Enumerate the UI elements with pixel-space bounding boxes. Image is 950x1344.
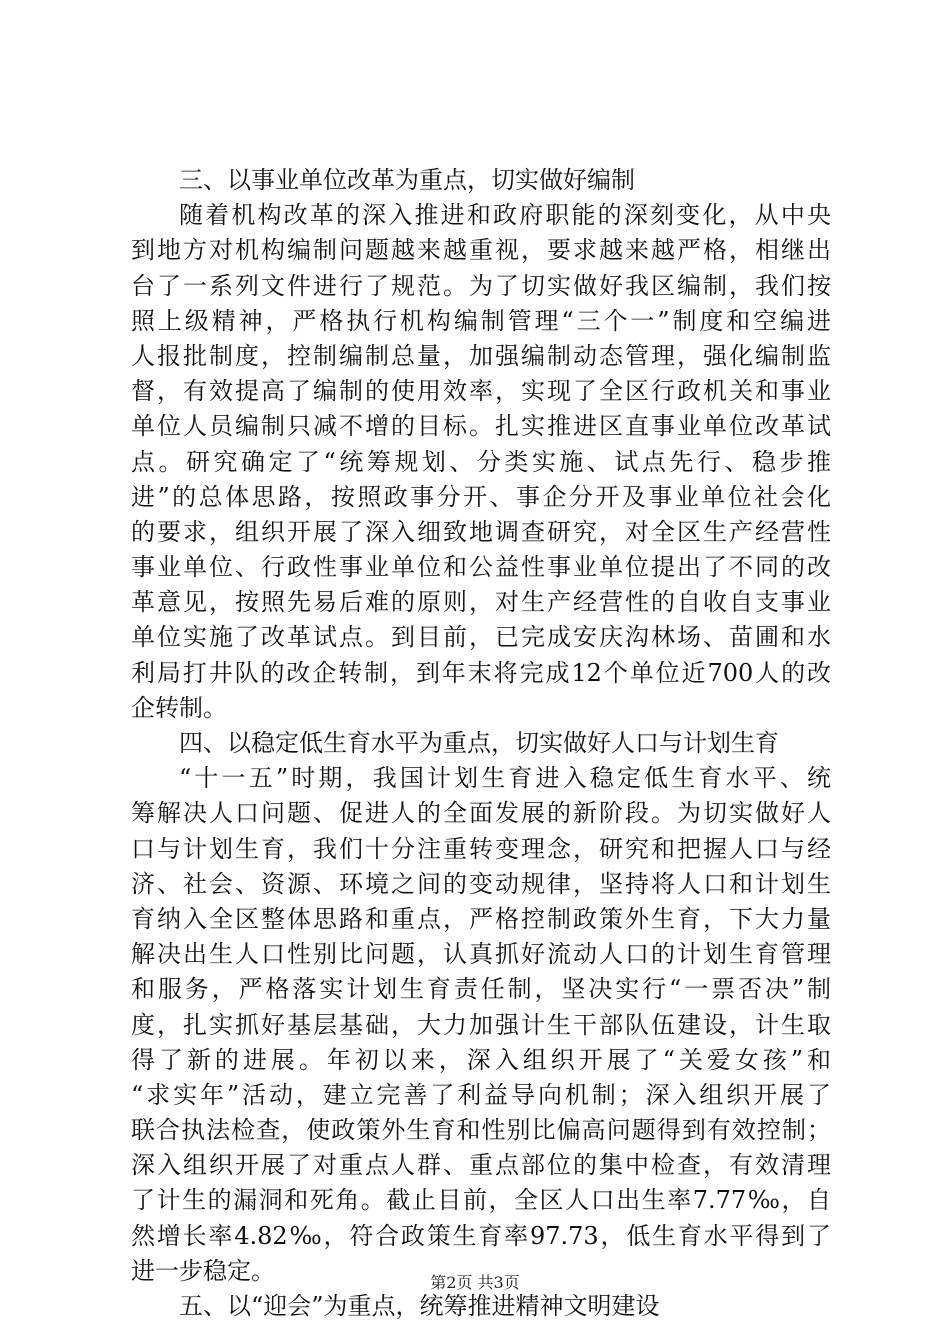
paragraph-line: 利局打井队的改企转制，到年末将完成12个单位近700人的改 (131, 658, 831, 687)
paragraph-line: 单位实施了改革试点。到目前，已完成安庆沟林场、苗圃和水 (131, 623, 831, 652)
paragraph-line: 济、社会、资源、环境之间的变动规律，坚持将人口和计划生 (131, 869, 831, 898)
paragraph-line: 育纳入全区整体思路和重点，严格控制政策外生育，下大力量 (131, 904, 831, 933)
paragraph-line: 和服务，严格落实计划生育责任制，坚决实行“一票否决”制 (131, 975, 831, 1004)
document-body (131, 163, 831, 1324)
paragraph-line: 深入组织开展了对重点人群、重点部位的集中检查，有效清理 (131, 1151, 831, 1180)
paragraph-line: 台了一系列文件进行了规范。为了切实做好我区编制，我们按 (131, 271, 831, 300)
paragraph-line: 单位人员编制只减不增的目标。扎实推进区直事业单位改革试 (131, 412, 831, 441)
paragraph-line: 度，扎实抓好基层基础，大力加强计生干部队伍建设，计生取 (131, 1010, 831, 1039)
paragraph-line: “十一五”时期，我国计划生育进入稳定低生育水平、统 (179, 764, 831, 793)
paragraph-line: 督，有效提高了编制的使用效率，实现了全区行政机关和事业 (131, 377, 831, 406)
paragraph-line: 事业单位、行政性事业单位和公益性事业单位提出了不同的改 (131, 553, 831, 582)
paragraph-line: 得了新的进展。年初以来，深入组织开展了“关爱女孩”和 (131, 1045, 831, 1074)
paragraph-line: 企转制。 (131, 693, 227, 722)
paragraph-line: 联合执法检查，使政策外生育和性别比偏高问题得到有效控制； (131, 1116, 831, 1145)
paragraph-line: 口与计划生育，我们十分注重转变理念，研究和把握人口与经 (131, 834, 831, 863)
section-heading: 三、以事业单位改革为重点，切实做好编制 (179, 166, 635, 194)
paragraph-line: 点。研究确定了“统筹规划、分类实施、试点先行、稳步推 (131, 447, 831, 476)
section-heading: 五、以“迎会”为重点，统筹推进精神文明建设 (179, 1292, 660, 1320)
paragraph-line: 到地方对机构编制问题越来越重视，要求越来越严格，相继出 (131, 236, 831, 265)
paragraph-line: 然增长率4.82‰，符合政策生育率97.73，低生育水平得到了 (131, 1221, 831, 1250)
paragraph-line: 的要求，组织开展了深入细致地调查研究，对全区生产经营性 (131, 517, 831, 546)
paragraph-line: 了计生的漏洞和死角。截止目前，全区人口出生率7.77‰，自 (131, 1186, 831, 1215)
paragraph-line: 人报批制度，控制编制总量，加强编制动态管理，强化编制监 (131, 341, 831, 370)
section-heading: 四、以稳定低生育水平为重点，切实做好人口与计划生育 (179, 729, 779, 757)
paragraph-line: 照上级精神，严格执行机构编制管理“三个一”制度和空编进 (131, 306, 831, 335)
paragraph-line: 进一步稳定。 (131, 1256, 275, 1285)
paragraph-line: 革意见，按照先易后难的原则，对生产经营性的自收自支事业 (131, 588, 831, 617)
paragraph-line: “求实年”活动，建立完善了利益导向机制；深入组织开展了 (131, 1080, 831, 1109)
paragraph-line: 筹解决人口问题、促进人的全面发展的新阶段。为切实做好人 (131, 799, 831, 828)
paragraph-line: 随着机构改革的深入推进和政府职能的深刻变化，从中央 (179, 201, 831, 230)
page-footer: 第2页 共3页 (430, 1273, 520, 1292)
paragraph-line: 进”的总体思路，按照政事分开、事企分开及事业单位社会化 (131, 482, 831, 511)
paragraph-line: 解决出生人口性别比问题，认真抓好流动人口的计划生育管理 (131, 940, 831, 969)
